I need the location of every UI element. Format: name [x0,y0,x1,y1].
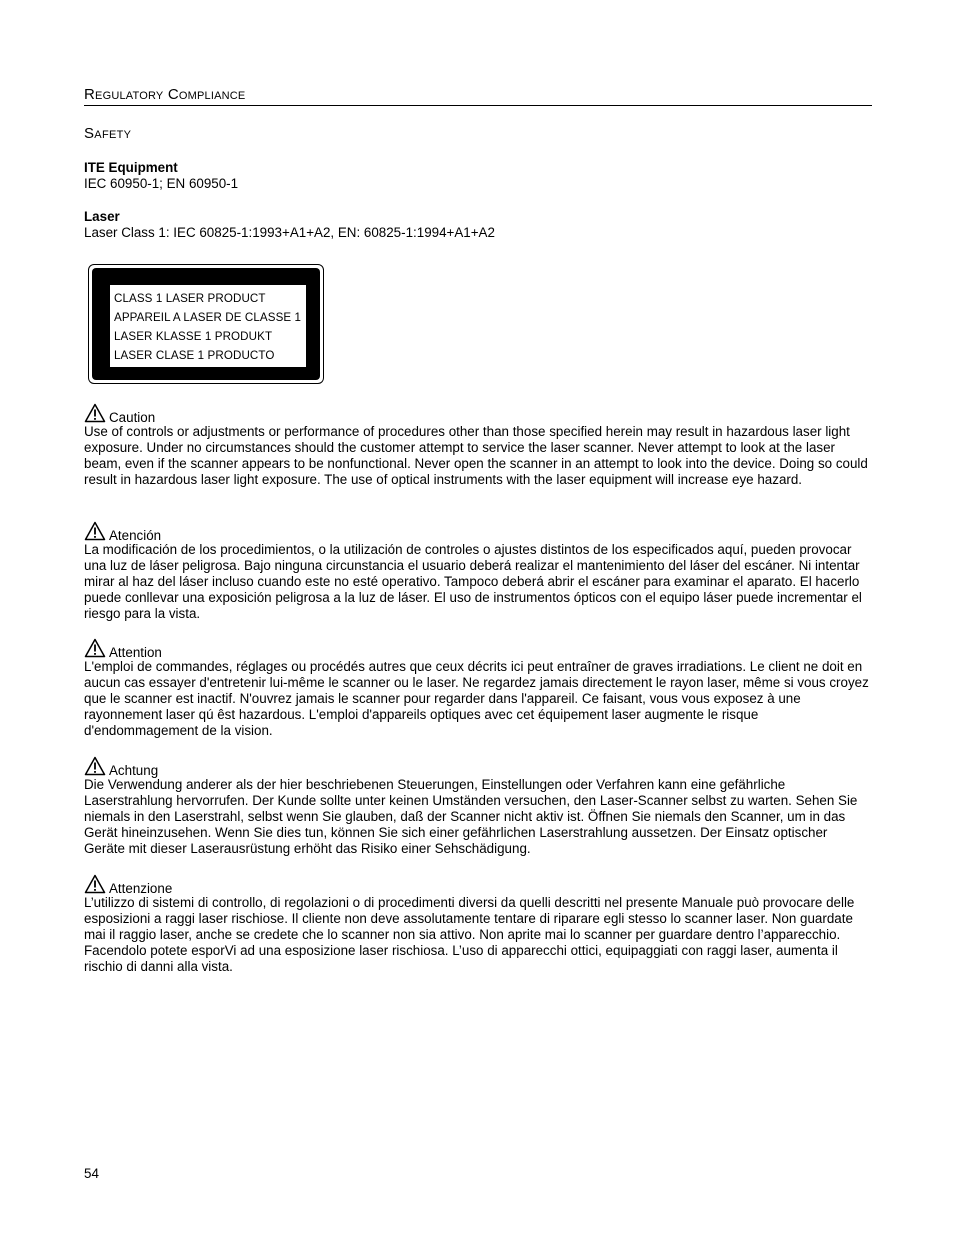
page-header-title: Regulatory Compliance [84,86,872,106]
laser-label-line: CLASS 1 LASER PRODUCT [114,292,266,305]
page-number: 54 [84,1166,99,1181]
section-title: Safety [84,125,132,142]
ite-equipment-heading: ITE Equipment [84,160,178,175]
warning-title: Caution [109,410,156,425]
warning-attenzione [84,874,872,975]
warning-attention [84,638,872,739]
warning-triangle-icon [84,874,106,894]
warning-achtung [84,756,872,857]
ite-equipment-text: IEC 60950-1; EN 60950-1 [84,176,239,191]
laser-block [84,209,872,241]
warning-text: Die Verwendung anderer als der hier beschriebenen Steuerungen, Einstellungen oder Verfahren kann eine gefährliche Laserstrahlung hervorrufen. Der Kunde sollte unter keinen Umständen versuchen, den Laser-Scanner selbst zu warten. Sehen Sie niemals in den Laserstrahl, selbst wenn Sie glauben, daß der Scanner nicht aktiv ist. Öffnen Sie niemals den Scanner, um in das Gerät hineinzusehen. Wenn Sie dies tun, können Sie sich einer gefährlichen Laserstrahlung aussetzen. Der Einsatz optischer Geräte mit dieser Laserausrüstung erhöht das Risiko einer Sehschädigung. [84,777,858,856]
warning-text: Use of controls or adjustments or performance of procedures other than those specified herein may result in hazardous laser light exposure. Under no circumstances should the customer attempt to service the laser scanner. Never attempt to look at the laser beam, even if the scanner appears to be nonfunctional. Never open the scanner in an attempt to look into the device. Doing so could result in hazardous laser light exposure. The use of optical instruments with the laser equipment will increase eye hazard. [84,424,868,487]
warning-triangle-icon [84,756,106,776]
warning-triangle-icon [84,403,106,423]
laser-class-label-text [110,285,306,367]
warning-text: L'emploi de commandes, réglages ou procédés autres que ceux décrits ici peut entraîner de graves irradiations. Le client ne doit en aucun cas essayer d'entretenir lui-même le scanner ou le laser. Ne regardez jamais directement le rayon laser, même si vous croyez que le scanner est inactif. N'ouvrez jamais le scanner pour regarder dans l'appareil. Ce faisant, vous vous exposez à une rayonnement laser qú êst hazardous. L'emploi d'appareils optiques avec cet équipement laser augmente le risque d'endommagement de la vision. [84,659,869,738]
laser-label-line: LASER KLASSE 1 PRODUKT [114,330,273,343]
laser-class-label-frame [92,268,320,380]
warning-triangle-icon [84,638,106,658]
warning-text: L’utilizzo di sistemi di controllo, di regolazioni o di procedimenti diversi da quelli descritti nel presente Manuale può provocare delle esposizioni a raggi laser rischiose. Il cliente non deve assolutamente tentare di riparare egli stesso lo scanner laser. Non guardate mai il raggio laser, anche se credete che lo scanner non sia attivo. Non aprite mai lo scanner per guardare dentro l’apparecchio. Facendolo potete esporVi ad una esposizione laser rischiosa. L’uso di apparecchi ottici, equipaggiati con raggi laser, aumenta il rischio di danni alla vista. [84,895,855,974]
ite-equipment-block [84,160,872,192]
warning-triangle-icon [84,521,106,541]
laser-label-line: LASER CLASE 1 PRODUCTO [114,349,275,362]
laser-class-label [88,264,324,384]
warning-title: Atención [109,528,162,543]
warning-caution [84,403,872,488]
warning-title: Attention [109,645,162,660]
warning-title: Achtung [109,763,159,778]
warning-atencion [84,521,872,622]
laser-heading: Laser [84,209,120,224]
laser-label-line: APPAREIL A LASER DE CLASSE 1 [114,311,302,324]
laser-text: Laser Class 1: IEC 60825-1:1993+A1+A2, EN: 60825-1:1994+A1+A2 [84,225,495,240]
warning-title: Attenzione [109,881,173,896]
warning-text: La modificación de los procedimientos, o la utilización de controles o ajustes distintos de los especificados aquí, pueden provocar una luz de láser peligrosa. Bajo ninguna circunstancia el usuario deberá realizar el mantenimiento del láser del escáner. Ni intentar mirar al haz del láser incluso cuando este no esté operativo. Tampoco deberá abrir el escáner para examinar el aparato. El hacerlo puede conllevar una exposición peligrosa a la luz de láser. El uso de instrumentos ópticos con el equipo láser puede incrementar el riesgo para la vista. [84,542,862,621]
